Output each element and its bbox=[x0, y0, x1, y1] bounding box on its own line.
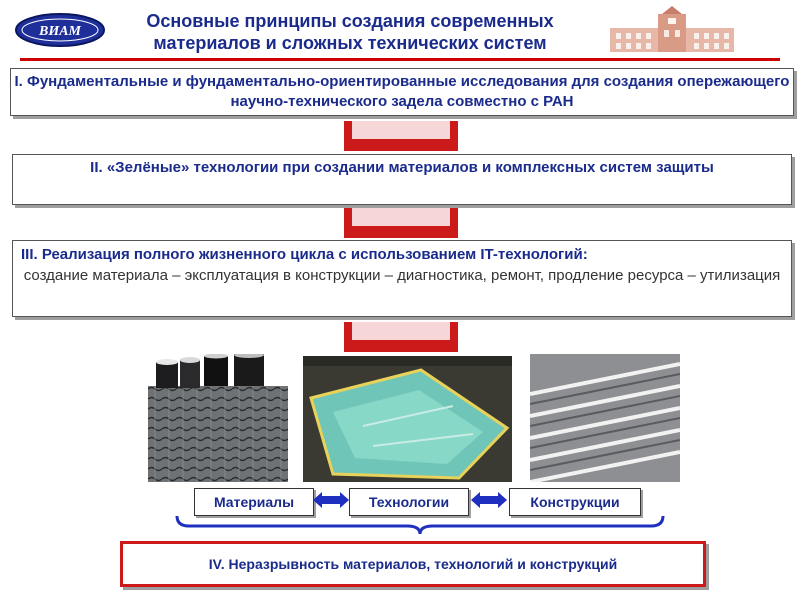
constructions-label: Конструкции bbox=[509, 488, 641, 516]
double-arrow-icon bbox=[313, 491, 349, 509]
technologies-label: Технологии bbox=[349, 488, 469, 516]
conclusion-box: IV. Неразрывность материалов, технологий и конструкций bbox=[120, 541, 706, 587]
principle-3-box bbox=[12, 240, 792, 317]
principle-3-title: III. Реализация полного жизненного цикла с использованием IT-технологий: bbox=[21, 246, 588, 263]
materials-label: Материалы bbox=[194, 488, 314, 516]
viam-logo-icon bbox=[14, 12, 106, 48]
structural-panels-photo bbox=[530, 354, 680, 482]
composite-molding-photo bbox=[303, 356, 512, 482]
double-arrow-icon bbox=[471, 491, 507, 509]
principle-1-text: I. Фундаментальные и фундаментально-ориентированные исследования для создания опережающего научно-технического задела совместно с РАН bbox=[14, 73, 790, 110]
principle-2-box bbox=[12, 154, 792, 205]
fiber-spools-fabric-photo bbox=[148, 354, 288, 482]
principle-2-text: II. «Зелёные» технологии при создании материалов и комплексных систем защиты bbox=[90, 159, 714, 176]
connector-arrow-1 bbox=[344, 121, 458, 151]
principle-3-text: создание материала – эксплуатация в конструкции – диагностика, ремонт, продление ресурса – утилизация bbox=[23, 267, 781, 284]
principle-1-box bbox=[10, 68, 794, 116]
slide-title: Основные принципы создания современных материалов и сложных технических систем bbox=[146, 11, 554, 53]
logo-text: ВИАМ bbox=[38, 24, 82, 39]
curly-brace-icon bbox=[175, 514, 665, 536]
connector-arrow-2 bbox=[344, 208, 458, 238]
title-divider bbox=[20, 58, 780, 61]
building-icon bbox=[610, 6, 734, 52]
connector-arrow-3 bbox=[344, 322, 458, 352]
